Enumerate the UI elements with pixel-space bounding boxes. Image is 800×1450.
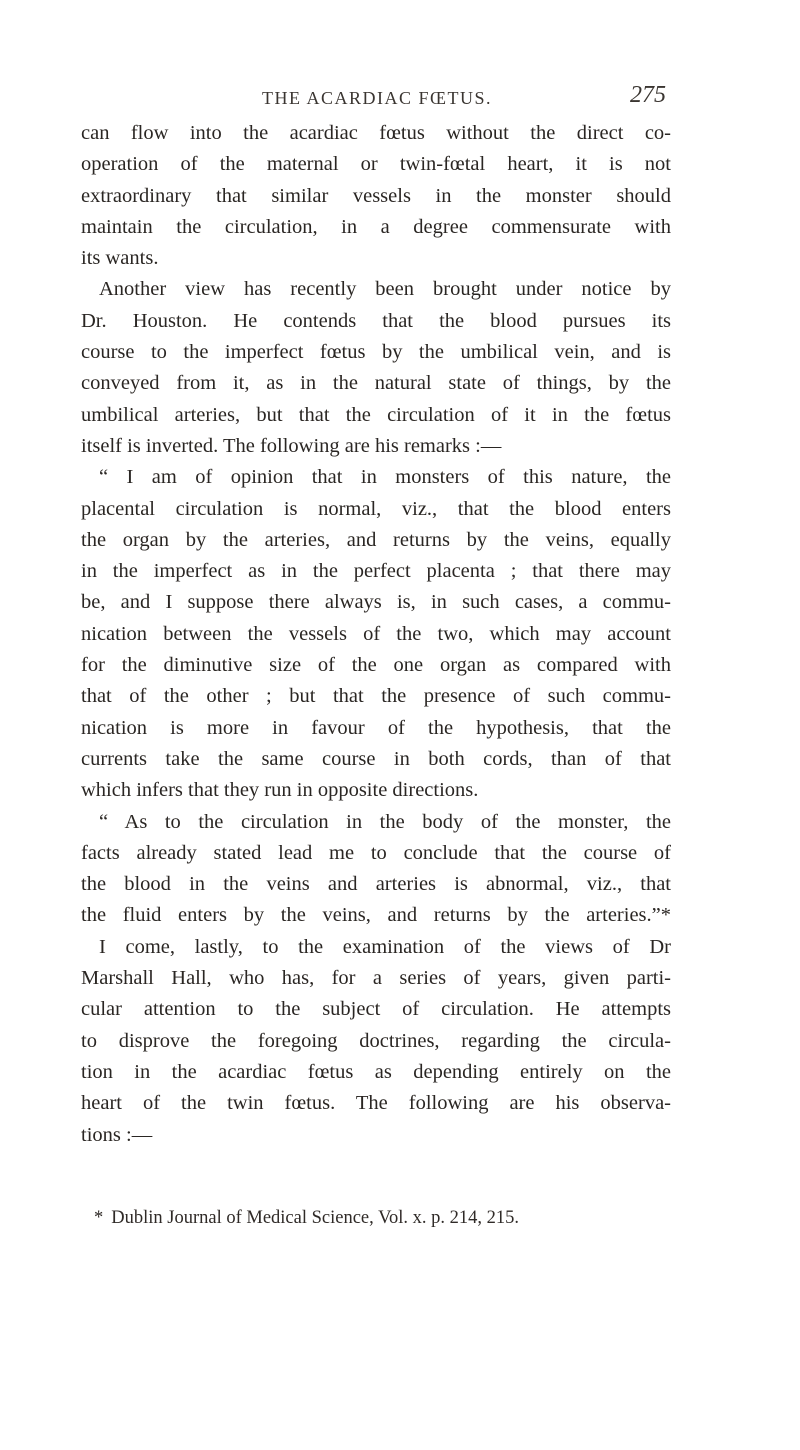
text-line: tion in the acardiac fœtus as depending entirely on the [81, 1060, 671, 1083]
text-line: operation of the maternal or twin-fœtal heart, it is not [81, 153, 671, 176]
text-line: the organ by the arteries, and returns by the veins, equally [81, 528, 671, 551]
text-line: cular attention to the subject of circulation. He attempts [81, 998, 671, 1021]
text-line: currents take the same course in both cords, than of that [81, 747, 671, 770]
text-line: which infers that they run in opposite directions. [81, 779, 479, 802]
text-line: “ I am of opinion that in monsters of this nature, the [99, 466, 671, 489]
text-line: be, and I suppose there always is, in such cases, a commu- [81, 591, 671, 614]
running-head: THE ACARDIAC FŒTUS. [262, 88, 493, 108]
text-line: to disprove the foregoing doctrines, regarding the circula- [81, 1029, 671, 1052]
text-line: the fluid enters by the veins, and returns by the arteries.”* [81, 904, 671, 927]
page-header [0, 82, 800, 116]
text-line: maintain the circulation, in a degree commensurate with [81, 215, 671, 238]
text-line: “ As to the circulation in the body of the monster, the [99, 810, 671, 833]
text-line: I come, lastly, to the examination of the views of Dr [99, 935, 671, 958]
text-line: conveyed from it, as in the natural state of things, by the [81, 372, 671, 395]
text-line: placental circulation is normal, viz., that the blood enters [81, 497, 671, 520]
text-line: the blood in the veins and arteries is abnormal, viz., that [81, 873, 671, 896]
text-line: for the diminutive size of the one organ as compared with [81, 654, 671, 677]
text-line: that of the other ; but that the presence of such commu- [81, 685, 671, 708]
text-line: in the imperfect as in the perfect placenta ; that there may [81, 560, 671, 583]
page-number: 275 [630, 82, 666, 108]
text-line: nication is more in favour of the hypothesis, that the [81, 716, 671, 739]
body-text [81, 118, 671, 1151]
footnote-text: Dublin Journal of Medical Science, Vol. x. p. 214, 215. [111, 1208, 520, 1228]
text-line: heart of the twin fœtus. The following are his observa- [81, 1092, 671, 1115]
text-line: course to the imperfect fœtus by the umbilical vein, and is [81, 341, 671, 364]
text-line: Marshall Hall, who has, for a series of years, given parti- [81, 967, 671, 990]
text-line: tions :— [81, 1123, 153, 1146]
text-line: umbilical arteries, but that the circulation of it in the fœtus [81, 403, 671, 426]
footnote-marker: * [94, 1208, 104, 1228]
footnote [94, 1208, 674, 1229]
text-line: facts already stated lead me to conclude that the course of [81, 841, 671, 864]
text-line: can flow into the acardiac fœtus without the direct co- [81, 122, 671, 144]
text-line: itself is inverted. The following are his remarks :— [81, 434, 502, 457]
text-line: Another view has recently been brought under notice by [99, 278, 671, 301]
text-line: its wants. [81, 247, 159, 270]
text-line: nication between the vessels of the two, which may account [81, 622, 671, 645]
text-line: Dr. Houston. He contends that the blood pursues its [81, 309, 671, 332]
text-line: extraordinary that similar vessels in the monster should [81, 184, 671, 207]
